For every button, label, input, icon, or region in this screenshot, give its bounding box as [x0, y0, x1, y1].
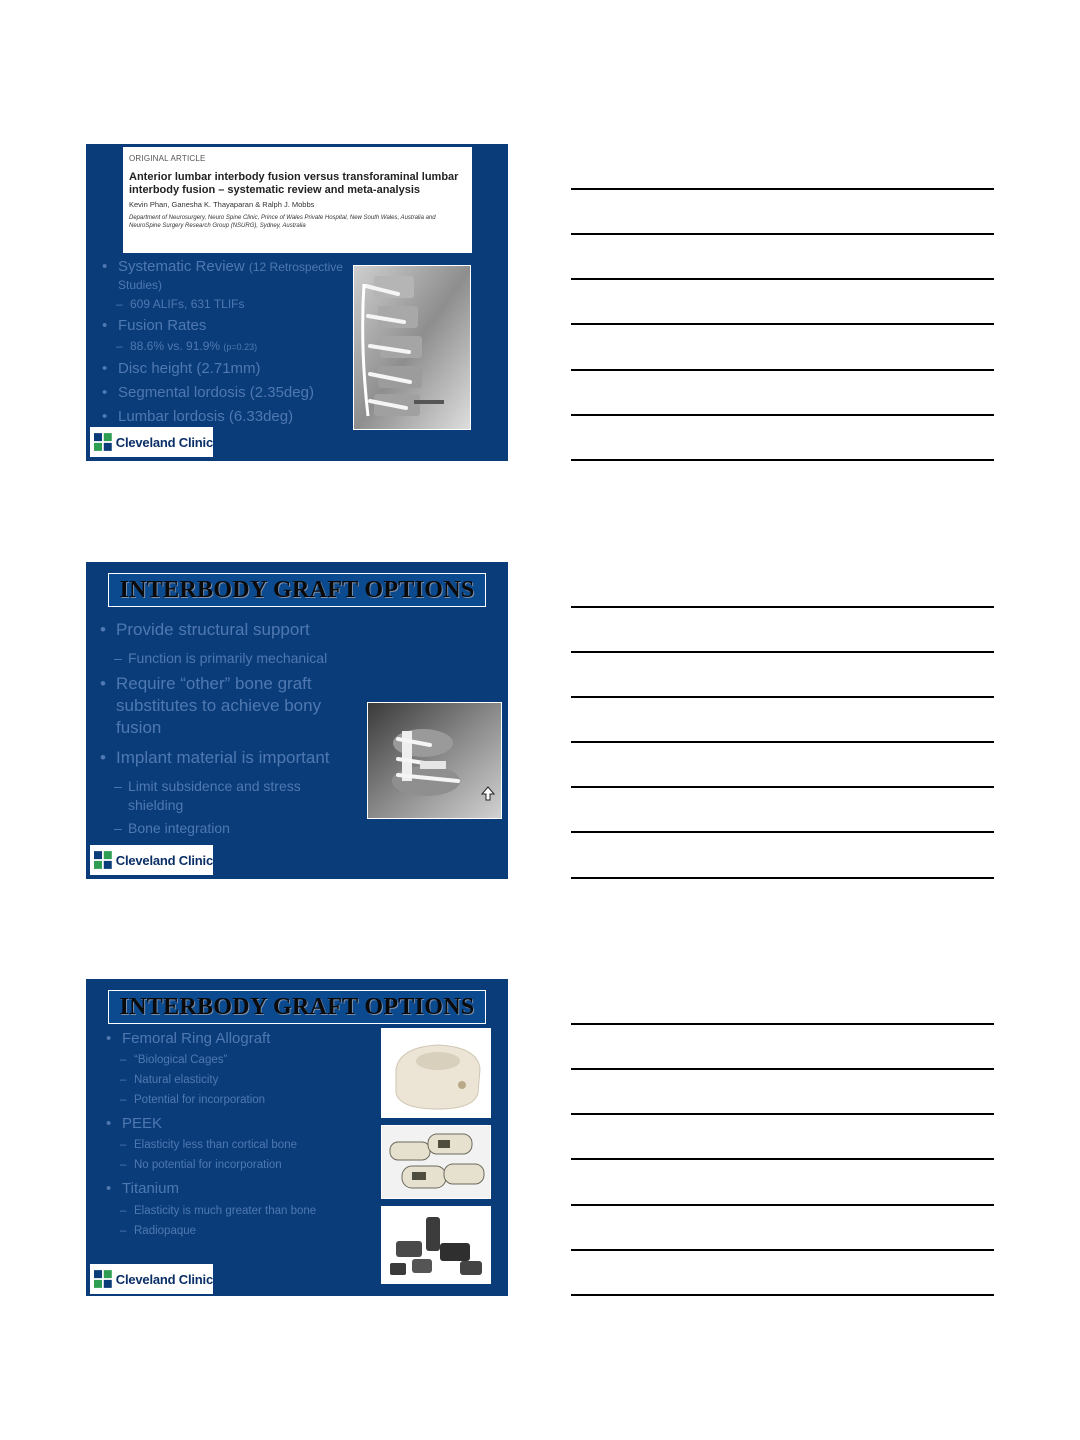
- sub-bullet-titanium-elasticity: – Elasticity is much greater than bone: [104, 1202, 339, 1220]
- sub-bullet-note: (p=0.23): [223, 342, 258, 352]
- cleveland-clinic-logo: [90, 845, 213, 875]
- cleveland-clinic-logo: [90, 1264, 213, 1294]
- article-authors: Kevin Phan, Ganesha K. Thayaparan & Ralph J. Mobbs: [129, 200, 315, 209]
- bullet-fusion-rates: • Fusion Rates: [100, 316, 350, 336]
- logo-text: Cleveland Clinic: [115, 852, 213, 868]
- sub-bullet-incorporation: – Potential for incorporation: [104, 1090, 374, 1110]
- note-line: [571, 459, 994, 461]
- note-line: [571, 323, 994, 325]
- note-line: [571, 877, 994, 879]
- bullet-lumbar-lordosis: • Lumbar lordosis (6.33deg): [100, 407, 350, 427]
- bullet-implant-material: • Implant material is important: [98, 747, 370, 769]
- sub-bullet-natural-elasticity: – Natural elasticity: [104, 1070, 374, 1090]
- sub-bullet-no-incorporation: – No potential for incorporation: [104, 1155, 374, 1175]
- bullet-segmental-lordosis: • Segmental lordosis (2.35deg): [100, 383, 350, 403]
- article-department: Department of Neurosurgery, Neuro Spine Clinic, Prince of Wales Private Hospital, New South Wales, Australia and NeuroSpine Surgery Research Group (NSURG), Sydney, Australia: [129, 215, 436, 229]
- article-title: Anterior lumbar interbody fusion versus transforaminal lumbar interbody fusion – systematic review and meta-analysis: [129, 171, 459, 196]
- note-line: [571, 606, 994, 608]
- sub-bullet-alifs-tlifs: – 609 ALIFs, 631 TLIFs: [100, 296, 350, 312]
- note-line: [571, 369, 994, 371]
- bullet-titanium: • Titanium: [104, 1179, 374, 1198]
- note-line: [571, 1158, 994, 1160]
- bullet-femoral-ring: • Femoral Ring Allograft: [104, 1029, 374, 1048]
- slide-3-bullets: [104, 1029, 374, 1240]
- note-line: [571, 831, 994, 833]
- sub-bullet-biological-cages: – “Biological Cages”: [104, 1050, 374, 1070]
- bullet-systematic-review: [100, 258, 350, 294]
- slide-3-title-box: [108, 990, 486, 1024]
- note-line: [571, 1249, 994, 1251]
- cleveland-clinic-logo-icon: [94, 1269, 112, 1289]
- bullet-peek: • PEEK: [104, 1114, 374, 1133]
- sub-bullet-fusion-percent: [100, 338, 350, 355]
- note-line: [571, 1113, 994, 1115]
- note-line: [571, 188, 994, 190]
- note-line: [571, 414, 994, 416]
- note-line: [571, 1294, 994, 1296]
- bullet-bone-graft-substitutes: • Require “other” bone graft substitutes to achieve bony fusion: [98, 673, 370, 739]
- cleveland-clinic-logo-icon: [94, 432, 112, 452]
- note-line: [571, 696, 994, 698]
- article-header: [123, 147, 472, 253]
- sub-bullet-text: 88.6% vs. 91.9%: [130, 339, 221, 353]
- sub-bullet-mechanical: – Function is primarily mechanical: [98, 649, 370, 667]
- note-line: [571, 278, 994, 280]
- bullet-text: Systematic Review: [118, 258, 245, 275]
- slide-3-title: INTERBODY GRAFT OPTIONS: [119, 994, 475, 1020]
- titanium-cage-image: [381, 1206, 491, 1284]
- cleveland-clinic-logo: [90, 427, 213, 457]
- cleveland-clinic-logo-icon: [94, 850, 112, 870]
- sub-bullet-bone-integration: – Bone integration: [98, 819, 370, 837]
- note-line: [571, 233, 994, 235]
- slide-3: [86, 979, 508, 1296]
- slide-2-bullets: [98, 619, 370, 837]
- logo-text: Cleveland Clinic: [115, 1271, 213, 1287]
- implant-xray-image: [367, 702, 502, 819]
- note-line: [571, 1068, 994, 1070]
- bullet-structural-support: • Provide structural support: [98, 619, 370, 641]
- note-line: [571, 651, 994, 653]
- note-line: [571, 1023, 994, 1025]
- spine-xray-lateral-image: [353, 265, 471, 430]
- bullet-note: (12 Retrospective Studies): [118, 260, 343, 292]
- femoral-ring-allograft-image: [381, 1028, 491, 1118]
- note-line: [571, 1204, 994, 1206]
- sub-bullet-subsidence: – Limit subsidence and stress shielding: [98, 777, 348, 815]
- slide-1: [86, 144, 508, 461]
- slide-1-bullets: [100, 258, 350, 427]
- bullet-disc-height: • Disc height (2.71mm): [100, 359, 350, 379]
- note-line: [571, 741, 994, 743]
- slide-2-title-box: [108, 573, 486, 607]
- peek-cage-image: [381, 1125, 491, 1199]
- note-line: [571, 786, 994, 788]
- slide-2: [86, 562, 508, 879]
- logo-text: Cleveland Clinic: [115, 434, 213, 450]
- article-tag: ORIGINAL ARTICLE: [129, 154, 206, 163]
- sub-bullet-radiopaque: – Radiopaque: [104, 1222, 374, 1240]
- sub-bullet-peek-elasticity: – Elasticity less than cortical bone: [104, 1135, 374, 1155]
- slide-2-title: INTERBODY GRAFT OPTIONS: [119, 577, 475, 603]
